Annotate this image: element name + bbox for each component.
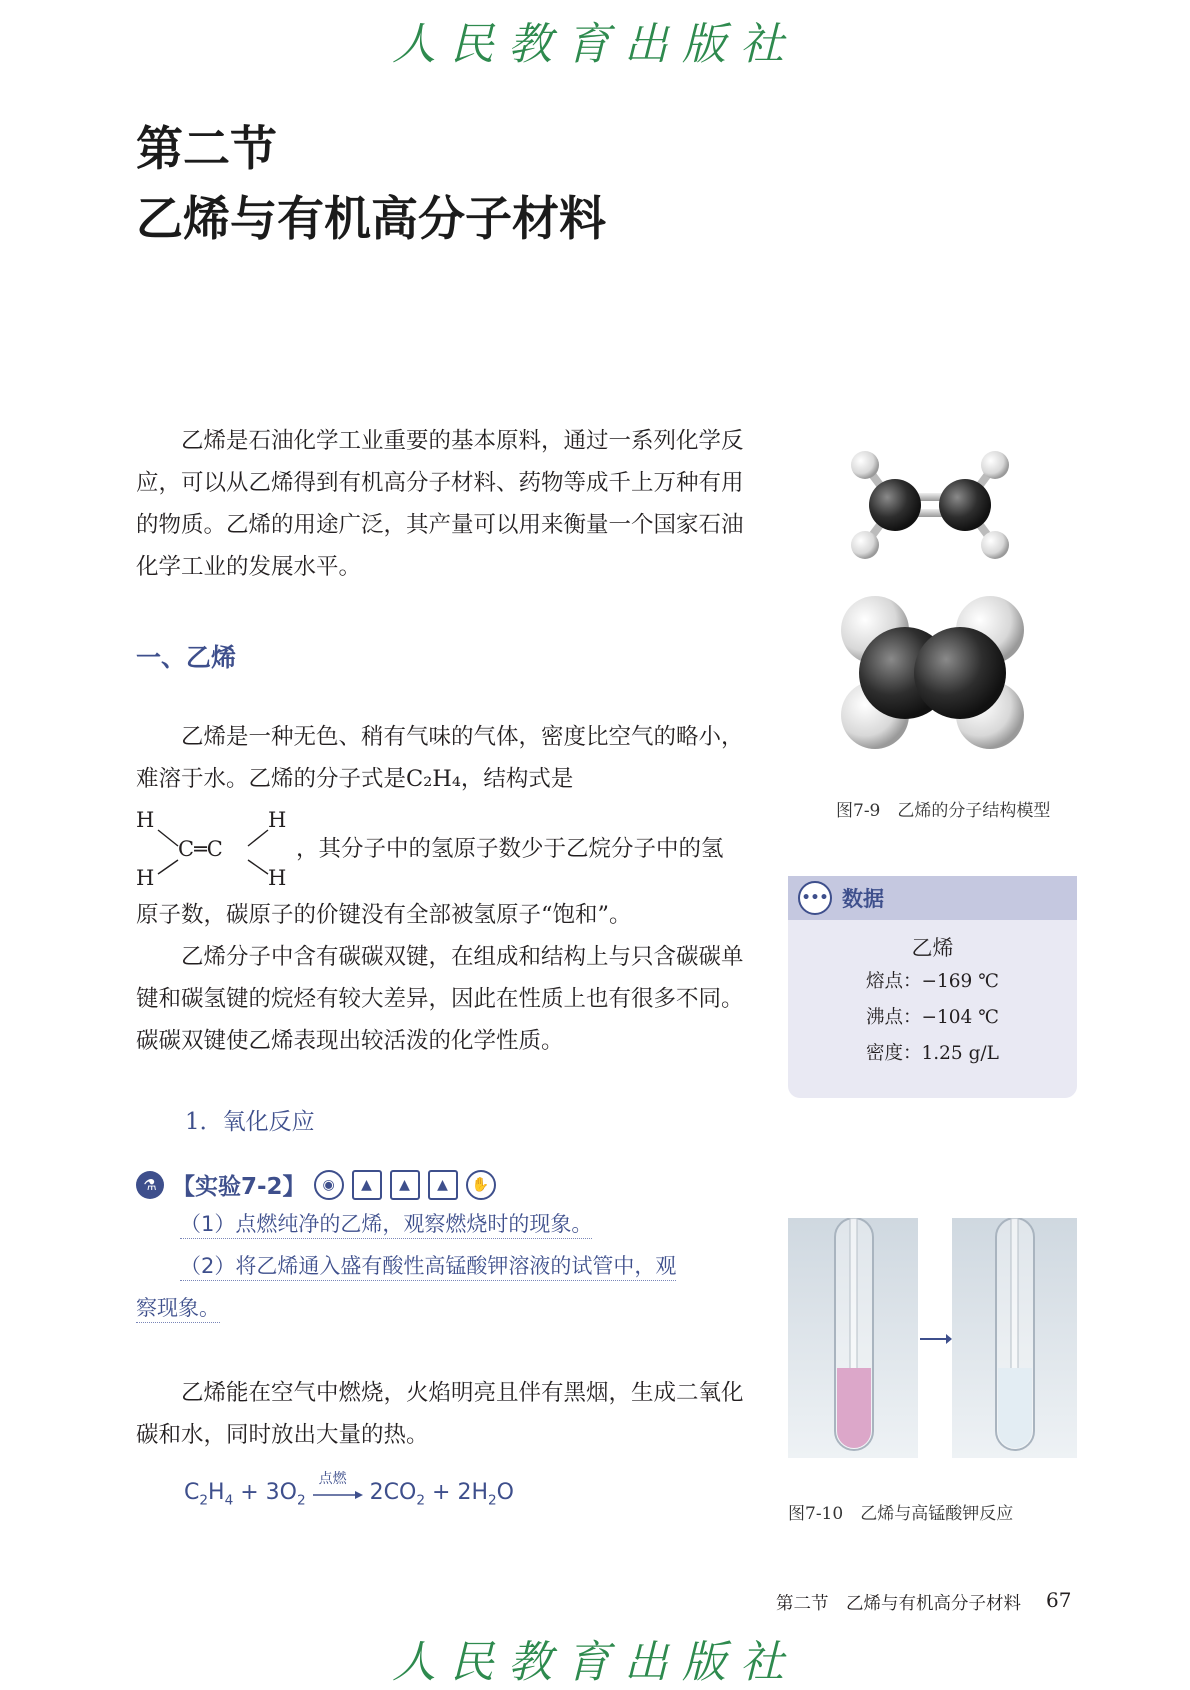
ethylene-molecule-models (840, 430, 1060, 750)
chat-bubble-icon: ••• (798, 881, 832, 915)
data-box-header (788, 876, 1077, 920)
ethylene-properties-text: 乙烯是一种无色、稍有气味的气体，密度比空气的略小，难溶于水。乙烯的分子式是C₂H₄，结构式是 (136, 724, 744, 792)
arrow-icon (918, 1332, 952, 1346)
h-atom-top-left: H (136, 808, 155, 832)
double-bond-paragraph: 乙烯分子中含有碳碳双键，在组成和结构上与只含碳碳单键和碳氢键的烷烃有较大差异，因此在性质上也有很多不同。碳碳双键使乙烯表现出较活泼的化学性质。 (136, 944, 744, 1054)
experiment-step-2a-text: （2）将乙烯通入盛有酸性高锰酸钾溶液的试管中，观 (180, 1254, 676, 1281)
space-filling-model (841, 596, 1024, 749)
h-atom-top-right: H (268, 808, 287, 832)
experiment-header (136, 1168, 496, 1201)
heading-ethylene: 一、乙烯 (136, 643, 237, 672)
double-bond-paragraph-block (136, 936, 756, 1062)
section-number-title: 第二节 (136, 122, 277, 177)
reaction-arrow (313, 1471, 363, 1504)
hand-wash-icon: ✋ (466, 1170, 496, 1200)
ethylene-properties-paragraph (136, 716, 756, 800)
experiment-step-2b (136, 1288, 220, 1329)
fire-hazard-icon: ▲ (352, 1170, 382, 1200)
h-atom-bottom-right: H (268, 866, 287, 890)
reaction-condition: 点燃 (318, 1471, 347, 1487)
boiling-point: 沸点：−104 ℃ (866, 1007, 999, 1028)
footer-section-title: 第二节 乙烯与有机高分子材料 (776, 1594, 1021, 1614)
equation-products: $2CO_2 + 2H_2O$ (369, 1480, 514, 1509)
data-box-title: 数据 (842, 887, 884, 911)
data-box (788, 876, 1077, 1098)
publisher-watermark-bottom: 人民教育出版社 (392, 1637, 798, 1688)
publisher-watermark-top: 人民教育出版社 (392, 19, 798, 70)
intro-paragraph-block (136, 420, 756, 588)
intro-paragraph: 乙烯是石油化学工业重要的基本原料，通过一系列化学反应，可以从乙烯得到有机高分子材料、药物等成千上万种有用的物质。乙烯的用途广泛，其产量可以用来衡量一个国家石油化学工业的发展水平。 (136, 428, 744, 580)
saturation-line: 原子数，碳原子的价键没有全部被氢原子“饱和”。 (136, 902, 632, 928)
figure-7-9-caption: 图7-9 乙烯的分子结构模型 (836, 801, 1051, 821)
combustion-paragraph: 乙烯能在空气中燃烧，火焰明亮且伴有黑烟，生成二氧化碳和水，同时放出大量的热。 (136, 1380, 744, 1448)
melting-point: 熔点：−169 ℃ (866, 971, 999, 992)
combustion-equation (184, 1471, 514, 1509)
experiment-label: 【实验7-2】 (172, 1174, 306, 1200)
experiment-step-2b-text: 察现象。 (136, 1296, 220, 1323)
formula-continuation: ，其分子中的氢原子数少于乙烷分子中的氢 (296, 836, 724, 862)
heading-oxidation-reaction: 1．氧化反应 (185, 1109, 315, 1135)
structural-formula (136, 808, 306, 894)
figure-7-10-caption: 图7-10 乙烯与高锰酸钾反应 (788, 1504, 1014, 1524)
data-substance: 乙烯 (911, 936, 954, 960)
experiment-step-1 (180, 1204, 592, 1245)
test-tube-photo-before (788, 1218, 918, 1458)
section-main-title: 乙烯与有机高分子材料 (136, 192, 606, 247)
h-atom-bottom-left: H (136, 866, 155, 890)
goggles-icon: ◉ (314, 1170, 344, 1200)
carbon-double-bond: C═C (178, 837, 223, 861)
test-tube-photo-after (952, 1218, 1077, 1458)
ball-and-stick-model (851, 451, 1009, 559)
bond-lines (136, 808, 306, 894)
page-number: 67 (1046, 1588, 1072, 1612)
density: 密度：1.25 g/L (866, 1043, 999, 1064)
experiment-step-2a (180, 1246, 676, 1287)
combustion-paragraph-block (136, 1372, 756, 1456)
flask-icon: ⚗ (136, 1171, 164, 1199)
ventilation-icon: ▲ (428, 1170, 458, 1200)
experiment-step-1-text: （1）点燃纯净的乙烯，观察燃烧时的现象。 (180, 1212, 592, 1239)
explosion-hazard-icon: ▲ (390, 1170, 420, 1200)
equation-reactants: $C_2H_4 + 3O_2$ (184, 1480, 306, 1509)
